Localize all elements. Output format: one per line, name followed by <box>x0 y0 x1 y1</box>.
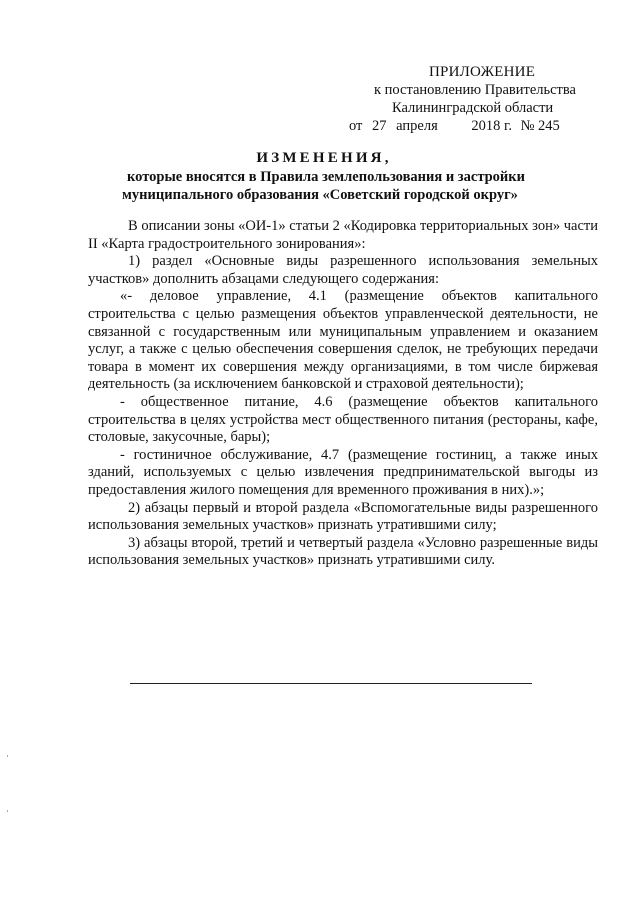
appendix-resolution-line: к постановлению Правительства <box>374 82 576 98</box>
paragraph-business-management: «- деловое управление, 4.1 (размещение объектов капитального строительства с целью размещения объектов управленческой деятельности, не связанной с государственным или муниципальным управлением и оказанием услуг, а также с целью обеспечения совершения сделок, не требующих передачи товара в момент их совершения между организациями, в том числе биржевая деятельность (за исключением банковской и страховой деятельности); <box>88 288 598 393</box>
changes-subtitle-line1: которые вносятся в Правила землепользования и застройки <box>127 169 525 185</box>
scan-speck <box>7 755 8 757</box>
paragraph-intro: В описании зоны «ОИ-1» статьи 2 «Кодировка территориальных зон» части II «Карта градостроительного зонирования»: <box>88 218 598 252</box>
scan-speck <box>7 810 8 812</box>
date-prefix: от <box>349 118 363 134</box>
paragraph-hotel-service: - гостиничное обслуживание, 4.7 (размещение гостиниц, а также иных зданий, используемых с целью извлечения предпринимательской выгоды из предоставления жилого помещения для временного проживания в них).»; <box>88 446 598 498</box>
appendix-region-line: Калининградской области <box>392 100 554 116</box>
appendix-date-line <box>349 118 560 136</box>
changes-subtitle-line2: муниципального образования «Советский городской округ» <box>122 187 518 203</box>
changes-title: ИЗМЕНЕНИЯ, <box>256 150 392 166</box>
paragraph-catering: - общественное питание, 4.6 (размещение объектов капитального строительства в целях устройства мест общественного питания (рестораны, кафе, столовые, закусочные, бары); <box>88 393 598 446</box>
paragraph-item-1: 1) раздел «Основные виды разрешенного использования земельных участков» дополнить абзацами следующего содержания: <box>88 253 598 287</box>
end-rule-divider <box>130 683 532 684</box>
document-number: № 245 <box>520 118 560 134</box>
paragraph-item-3: 3) абзацы второй, третий и четвертый раздела «Условно разрешенные виды использования земельных участков» признать утратившими силу. <box>88 534 598 569</box>
appendix-title: ПРИЛОЖЕНИЕ <box>429 64 536 80</box>
date-year: 2018 г. <box>471 118 512 134</box>
document-body <box>88 218 598 570</box>
date-month: апреля <box>396 118 438 134</box>
paragraph-item-2: 2) абзацы первый и второй раздела «Вспомогательные виды разрешенного использования земельных участков» признать утратившими силу; <box>88 499 598 534</box>
date-day: 27 <box>372 118 387 134</box>
